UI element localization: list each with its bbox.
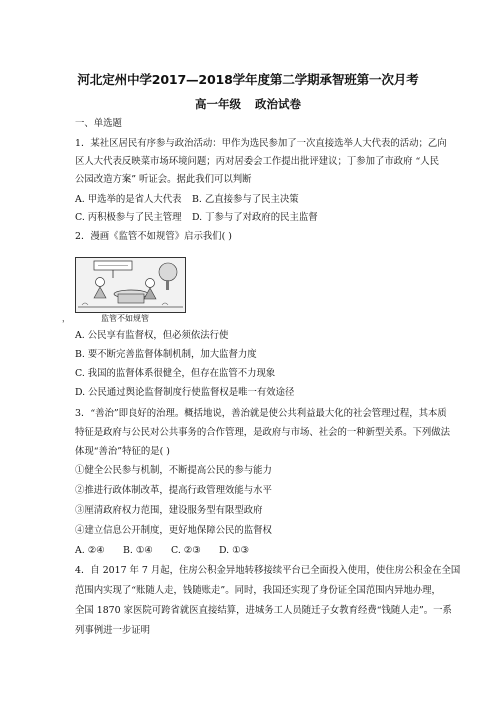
q2-stem: 2．漫画《监管不如规管》启示我们( ) (75, 231, 232, 242)
q1-option-b: B. 乙直接参与了民主决策 (192, 194, 299, 205)
q1-stem-line1: 1．某社区居民有序参与政治活动：甲作为选民参加了一次直接选举人大代表的活动；乙向 (75, 138, 447, 149)
cartoon-comma: ， (62, 314, 70, 323)
section-label: 一、单选题 (75, 118, 122, 129)
q3-stem-line1: 3．“善治”即良好的治理。概括地说，善治就是使公共利益最大化的社会管理过程，其本质 (75, 408, 447, 419)
q2-option-a: A. 公民享有监督权，但必须依法行使 (75, 330, 229, 341)
exam-title: 河北定州中学2017—2018学年度第二学期承智班第一次月考 (77, 72, 419, 87)
q4-line4: 列事例进一步证明 (75, 625, 151, 636)
cartoon-image (75, 257, 186, 313)
q3-stem-line3: 体现“善治”特征的是( ) (75, 446, 170, 457)
q1-option-a: A. 甲选举的是省人大代表 (75, 194, 182, 205)
q4-line2: 范围内实现了“账随人走，钱随账走”。同时，我国还实现了身份证全国范围内异地办理， (75, 585, 441, 596)
cartoon-caption: 监管不如规管 (101, 314, 149, 323)
q1-stem-line3: 公园改造方案” 听证会。据此我们可以判断 (75, 174, 252, 185)
q3-item-3: ③厘清政府权力范围，建设服务型有限型政府 (75, 505, 263, 516)
q4-line1: 4．自 2017 年 7 月起，住房公积金异地转移接续平台已全面投入使用，使住房公积金在全国 (75, 565, 461, 576)
q3-item-1: ①健全公民参与机制，不断提高公民的参与能力 (75, 465, 272, 476)
q3-option-b: B. ①④ (123, 545, 153, 556)
q3-option-a: A. ②④ (75, 545, 105, 556)
q3-option-c: C. ②③ (171, 545, 201, 556)
q4-line3: 全国 1870 家医院可跨省就医直接结算，进城务工人员随迁子女教育经费“钱随人走”。一系 (75, 605, 452, 616)
q2-option-d: D. 公民通过舆论监督制度行使监督权是唯一有效途径 (75, 387, 295, 398)
cartoon-drawing (76, 258, 185, 312)
q3-item-4: ④建立信息公开制度，更好地保障公民的监督权 (75, 525, 272, 536)
q2-option-c: C. 我国的监督体系很健全，但存在监管不力现象 (75, 368, 276, 379)
q3-item-2: ②推进行政体制改革，提高行政管理效能与水平 (75, 485, 272, 496)
q1-option-c: C. 丙积极参与了民主管理 (75, 212, 182, 223)
exam-subtitle: 高一年级 政治试卷 (194, 97, 301, 111)
q1-stem-line2: 区人大代表反映菜市场环境问题；丙对居委会工作提出批评建议；丁参加了市政府 “人民 (75, 156, 440, 167)
q2-option-b: B. 要不断完善监督体制机制，加大监督力度 (75, 349, 257, 360)
q3-stem-line2: 特征是政府与公民对公共事务的合作管理，是政府与市场、社会的一种新型关系。下列做法 (75, 427, 451, 438)
q1-option-d: D. 丁参与了对政府的民主监督 (192, 212, 318, 223)
q3-option-d: D. ①③ (219, 545, 249, 556)
